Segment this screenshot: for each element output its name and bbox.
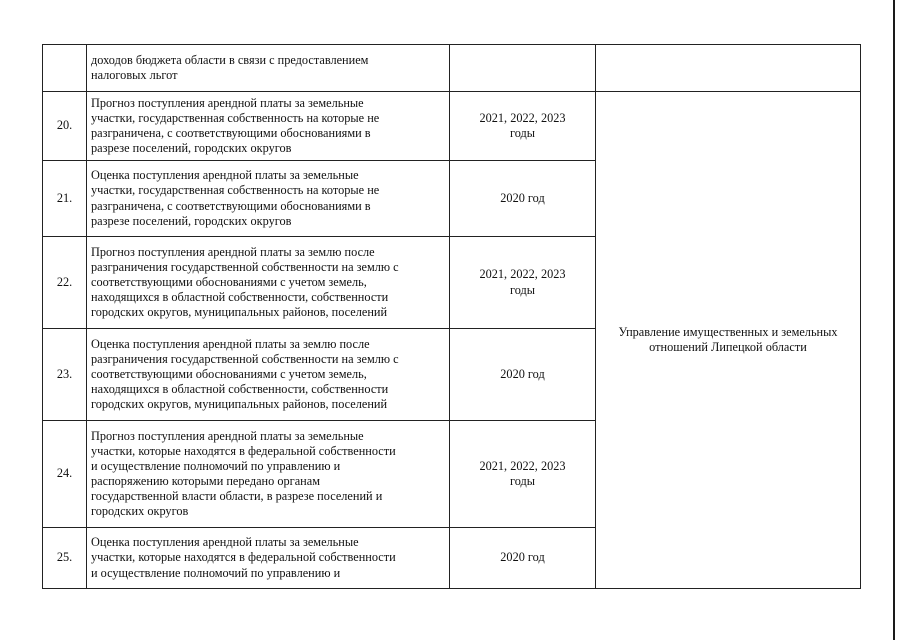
row-number [43,45,87,92]
row-description: Оценка поступления арендной платы за земельные участки, государственная собственность на которые не разграничена, с соответствующими обоснованиями в разрезе поселений, городских округов [87,161,450,237]
row-number: 21. [43,161,87,237]
row-description: доходов бюджета области в связи с предоставлением налоговых льгот [87,45,450,92]
row-number: 20. [43,92,87,161]
row-period: 2021, 2022, 2023 годы [450,421,596,528]
row-description: Оценка поступления арендной платы за земельные участки, которые находятся в федеральной собственности и осуществление полномочий по управлению и [87,528,450,589]
responsible-organization: Управление имущественных и земельных отношений Липецкой области [596,92,861,589]
row-period: 2020 год [450,329,596,421]
row-number: 25. [43,528,87,589]
row-number: 23. [43,329,87,421]
row-number: 24. [43,421,87,528]
table-row [43,92,861,161]
row-description: Прогноз поступления арендной платы за землю после разграничения государственной собственности на землю с соответствующими обоснованиями с учетом земель, находящихся в областной собственности, собственности городских округов, муниципальных районов, поселений [87,237,450,329]
row-description: Прогноз поступления арендной платы за земельные участки, государственная собственность на которые не разграничена, с соответствующими обоснованиями в разрезе поселений, городских округов [87,92,450,161]
organization-cell-empty [596,45,861,92]
row-description: Оценка поступления арендной платы за землю после разграничения государственной собственности на землю с соответствующими обоснованиями с учетом земель, находящихся в областной собственности, собственности городских округов, муниципальных районов, поселений [87,329,450,421]
row-period: 2021, 2022, 2023 годы [450,237,596,329]
row-period: 2020 год [450,528,596,589]
page-edge-line [893,0,895,640]
row-period: 2021, 2022, 2023 годы [450,92,596,161]
row-number: 22. [43,237,87,329]
document-table [42,44,861,589]
table-row [43,45,861,92]
row-period: 2020 год [450,161,596,237]
row-period [450,45,596,92]
row-description: Прогноз поступления арендной платы за земельные участки, которые находятся в федеральной собственности и осуществление полномочий по управлению и распоряжению которыми передано органам государственной власти области, в разрезе поселений и городских округов [87,421,450,528]
